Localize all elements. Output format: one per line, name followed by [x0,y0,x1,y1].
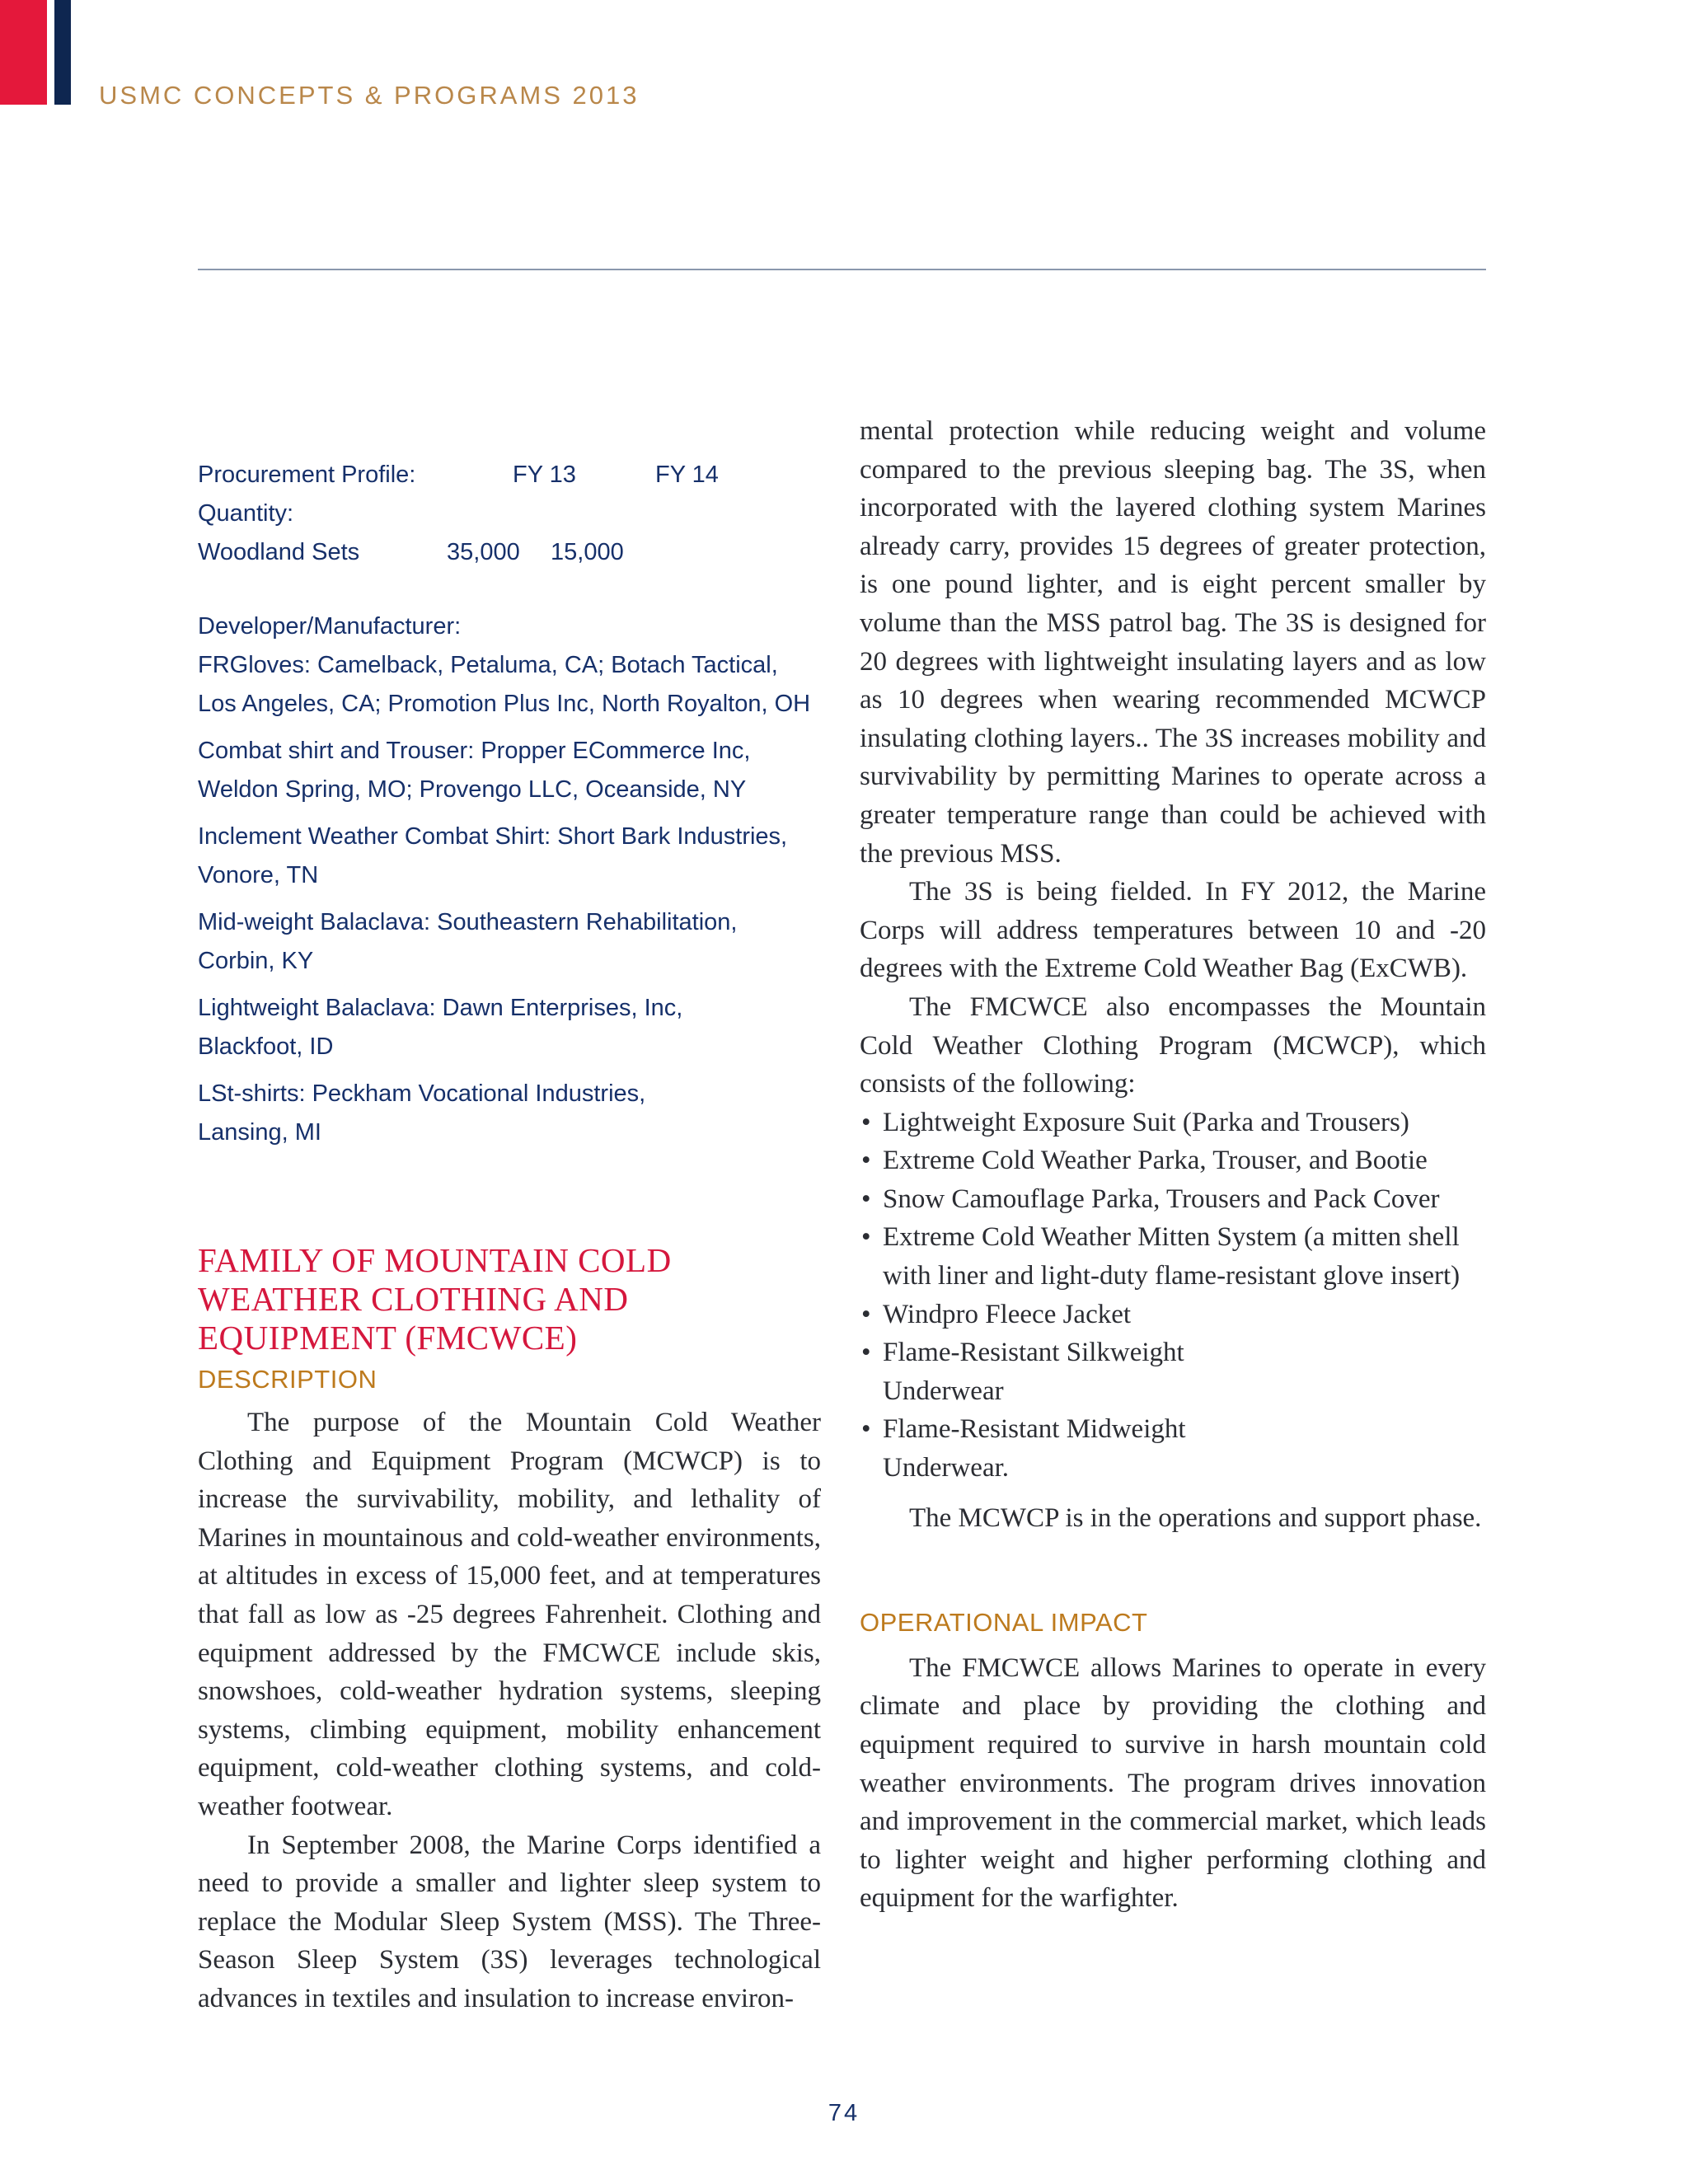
running-header: USMC CONCEPTS & PROGRAMS 2013 [99,81,640,110]
header-divider [198,269,1486,270]
developer-entry-line: Vonore, TN [198,862,319,888]
body-paragraph: The 3S is being fielded. In FY 2012, the Marine Corps will address temperatures between 10 and -20 degrees with the Extreme Cold Weather Bag (ExCWB). [860,877,1486,984]
page-number: 74 [828,2100,860,2126]
list-item: • Flame-Resistant Silkweight Underwear [860,1333,1221,1410]
developer-entry-line: Blackfoot, ID [198,1033,334,1060]
procurement-item: Woodland Sets [198,539,360,565]
list-item: • Lightweight Exposure Suit (Parka and Trousers) [860,1104,1486,1142]
developer-entry-line: Corbin, KY [198,948,314,974]
section-title-line: FAMILY OF MOUNTAIN COLD [198,1241,672,1279]
phase-paragraph: The MCWCP is in the operations and support phase. [909,1502,1482,1533]
procurement-fy14-header: FY 14 [655,462,719,488]
developer-manufacturer-list [198,607,841,1160]
developer-heading: Developer/Manufacturer: [198,613,462,640]
developer-entry [198,818,841,895]
list-item: • Windpro Fleece Jacket [860,1296,1486,1334]
developer-entry-line: Lansing, MI [198,1119,321,1146]
developer-entry [198,989,841,1066]
body-paragraph: mental protection while reducing weight and volume compared to the previous sleeping bag. The 3S, when incorporated with the layered clothing system Marines already carry, provides 15 degrees of greater protection, is one pound lighter, and is eight percent smaller by volume than the MSS patrol bag. The 3S is designed for 20 degrees with lightweight insulating layers and as low as 10 degrees when wearing recommended MCWCP insulating clothing layers.. The 3S increases mobility and survivability by permitting Marines to operate across a greater temperature range than could be achieved with the previous MSS. [860,416,1486,869]
mcwcp-component-list [860,1104,1486,1488]
procurement-quantity-label: Quantity: [198,500,294,527]
developer-entry-line: Combat shirt and Trouser: Propper ECommerce Inc, [198,738,751,764]
list-item: • Flame-Resistant Midweight Underwear. [860,1410,1221,1487]
developer-entry-line: Los Angeles, CA; Promotion Plus Inc, North Royalton, OH [198,691,811,717]
description-paragraph: In September 2008, the Marine Corps identified a need to provide a smaller and lighter sleep system to replace the Modular Sleep System (MSS). The Three-Season Sleep System (3S) leverages technological advances in textiles and insulation to increase environ- [198,1830,821,2013]
operational-impact-paragraph: The FMCWCE allows Marines to operate in every climate and place by providing the clothing and equipment required to survive in harsh mountain cold weather environments. The program drives innovation and improvement in the commercial market, which leads to lighter weight and higher performing clothing and equipment for the warfighter. [860,1652,1486,1914]
description-column [198,1404,821,2018]
section-title [198,1241,841,1357]
developer-entry-line: Lightweight Balaclava: Dawn Enterprises, Inc, [198,995,683,1021]
developer-entry [198,1075,841,1152]
procurement-data-row [198,533,824,572]
description-paragraph: The purpose of the Mountain Cold Weather Clothing and Equipment Program (MCWCP) is to increase the survivability, mobility, and lethality of Marines in mountainous and cold-weather environments, at altitudes in excess of 15,000 feet, and at temperatures that fall as low as -25 degrees Fahrenheit. Clothing and equipment addressed by the FMCWCE include skis, snowshoes, cold-weather hydration systems, sleeping systems, climbing equipment, mobility enhancement equipment, cold-weather clothing systems, and cold-weather footwear. [198,1408,821,1821]
procurement-fy13-value: 35,000 [447,539,520,565]
body-paragraph: The FMCWCE also encompasses the Mountain Cold Weather Clothing Program (MCWCP), which consists of the following: [860,991,1486,1099]
header-red-accent-bar [0,0,47,105]
procurement-fy13-header: FY 13 [513,462,576,488]
right-column [860,412,1486,1918]
procurement-profile [198,456,824,572]
operational-impact-heading: OPERATIONAL IMPACT [860,1608,1148,1638]
section-title-line: EQUIPMENT (FMCWCE) [198,1319,578,1357]
section-title-line: WEATHER CLOTHING AND [198,1280,629,1318]
procurement-fy14-value: 15,000 [551,539,624,565]
procurement-header-row [198,456,824,494]
developer-entry-line: Mid-weight Balaclava: Southeastern Rehabilitation, [198,909,738,935]
developer-entry-line: FRGloves: Camelback, Petaluma, CA; Botach Tactical, [198,652,778,678]
developer-entry-line: Inclement Weather Combat Shirt: Short Bark Industries, [198,823,788,850]
description-heading: DESCRIPTION [198,1365,377,1394]
header-navy-accent-bar [54,0,71,105]
developer-entry [198,732,841,809]
list-item: • Extreme Cold Weather Mitten System (a mitten shell with liner and light-duty flame-resistant glove insert) [860,1218,1486,1295]
list-item: • Snow Camouflage Parka, Trousers and Pack Cover [860,1180,1486,1219]
developer-entry-line: Weldon Spring, MO; Provengo LLC, Oceanside, NY [198,776,747,803]
developer-entry [198,903,841,981]
developer-entry [198,646,841,724]
procurement-label: Procurement Profile: [198,462,416,488]
procurement-quantity-row [198,494,824,533]
developer-entry-line: LSt-shirts: Peckham Vocational Industries, [198,1080,646,1107]
list-item: • Extreme Cold Weather Parka, Trouser, and Bootie [860,1141,1486,1180]
